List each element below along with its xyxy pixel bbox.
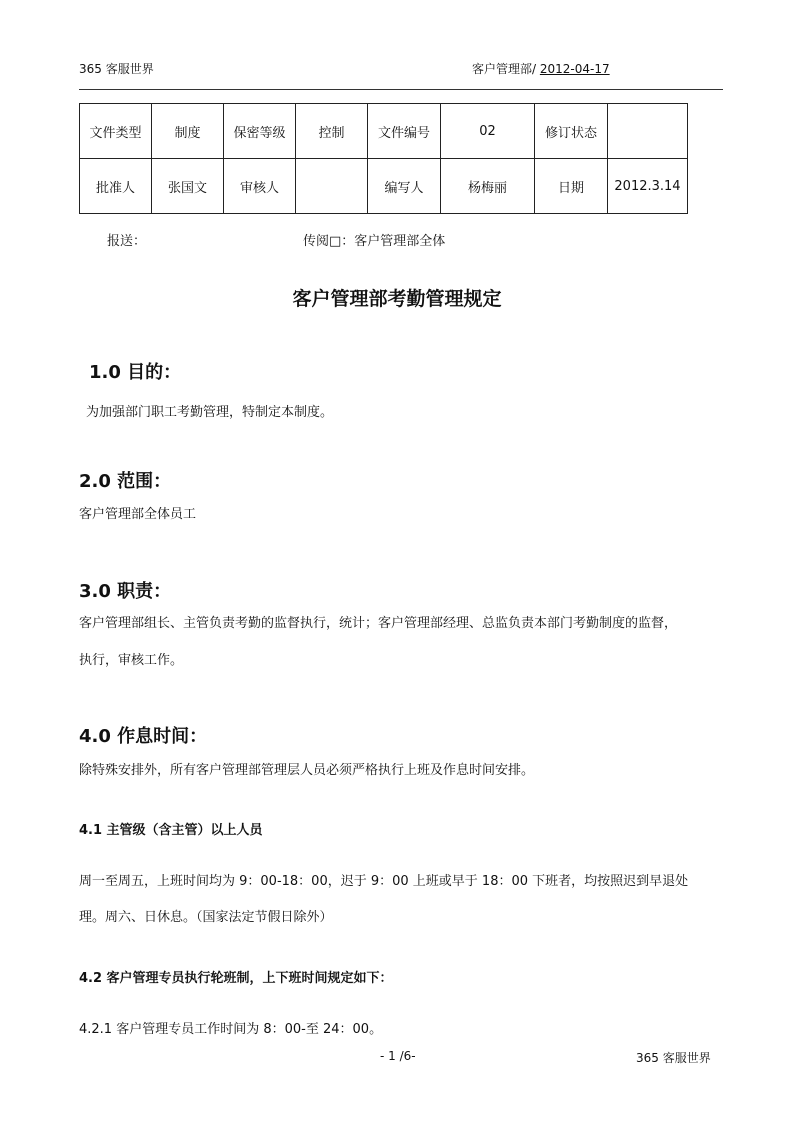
subsection-heading-4-2: 4.2 客户管理专员执行轮班制，上下班时间规定如下： [79, 971, 393, 986]
section-body-purpose: 为加强部门职工考勤管理，特制定本制度。 [86, 405, 334, 420]
header-date: 2012-04-17 [539, 62, 610, 76]
footer-brand: 365 客服世界 [636, 1051, 711, 1065]
header-left-brand: 365 客服世界 [79, 62, 154, 76]
table-row [80, 159, 688, 214]
section-body-scope: 客户管理部全体员工 [79, 507, 197, 522]
subsection-body-4-2-1: 4.2.1 客户管理专员工作时间为 8：00-至 24：00。 [79, 1022, 383, 1037]
section-heading-scope: 2.0 范围： [79, 471, 172, 492]
table-cell: 修订状态 [535, 104, 608, 159]
table-cell: 02 [441, 104, 535, 159]
header-dept: 客户管理部/ [472, 62, 537, 76]
table-cell: 文件类型 [80, 104, 152, 159]
table-cell: 杨梅丽 [441, 159, 535, 214]
document-title: 客户管理部考勤管理规定 [292, 288, 502, 310]
section-body-duties-line1: 客户管理部组长、主管负责考勤的监督执行，统计；客户管理部经理、总监负责本部门考勤制度的监督， [79, 616, 678, 631]
table-cell: 控制 [296, 104, 368, 159]
subsection-body-4-1-line2: 理。周六、日休息。（国家法定节假日除外） [79, 910, 333, 925]
table-cell: 保密等级 [224, 104, 296, 159]
header-rule [79, 89, 723, 90]
table-cell: 张国文 [152, 159, 224, 214]
table-cell: 文件编号 [368, 104, 441, 159]
section-body-work-hours: 除特殊安排外，所有客户管理部管理层人员必须严格执行上班及作息时间安排。 [79, 763, 535, 778]
subsection-body-4-1-line1: 周一至周五，上班时间均为 9：00-18：00，迟于 9：00 上班或早于 18：00 下班者，均按照迟到早退处 [79, 874, 689, 889]
table-cell [608, 104, 688, 159]
table-cell: 批准人 [80, 159, 152, 214]
section-heading-purpose: 1.0 目的： [89, 362, 182, 383]
table-cell: 审核人 [224, 159, 296, 214]
table-cell: 日期 [535, 159, 608, 214]
section-heading-work-hours: 4.0 作息时间： [79, 726, 208, 747]
circulate-label: 传阅□：客户管理部全体 [303, 234, 446, 249]
section-heading-duties: 3.0 职责： [79, 581, 172, 602]
document-meta-table [79, 103, 688, 214]
table-cell: 编写人 [368, 159, 441, 214]
table-cell [296, 159, 368, 214]
table-cell: 2012.3.14 [608, 159, 688, 214]
table-row [80, 104, 688, 159]
page-number: - 1 /6- [380, 1049, 416, 1063]
section-body-duties-line2: 执行，审核工作。 [79, 653, 184, 668]
subsection-heading-4-1: 4.1 主管级（含主管）以上人员 [79, 823, 263, 838]
table-cell: 制度 [152, 104, 224, 159]
report-to-label: 报送： [107, 234, 147, 249]
header-right [472, 60, 610, 77]
